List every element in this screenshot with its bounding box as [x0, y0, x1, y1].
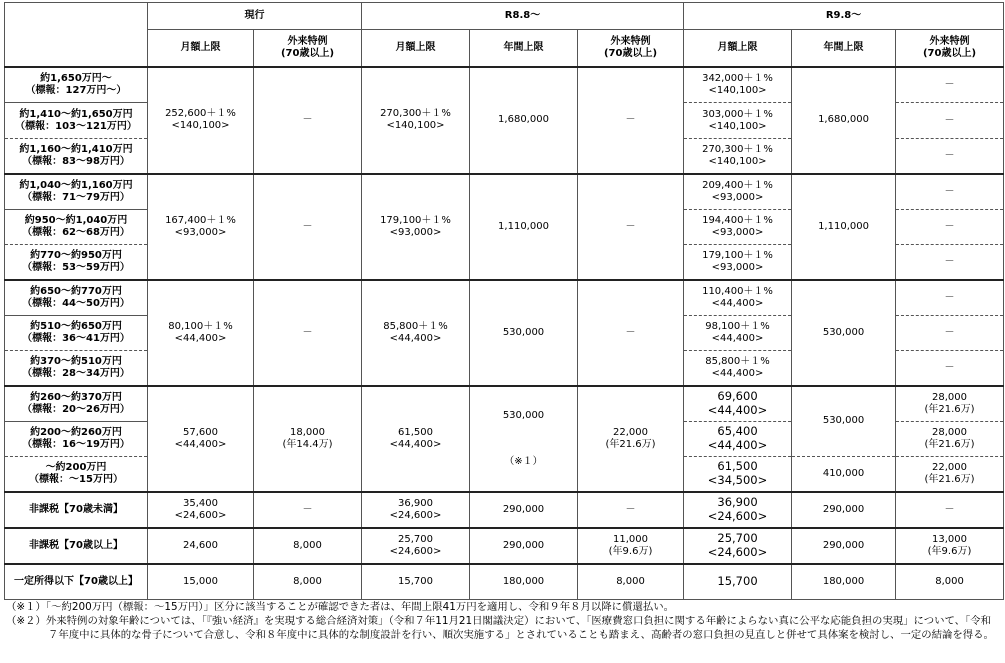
- cell-r9-monthly: 303,000＋１% <140,100>: [684, 103, 792, 139]
- cell-current-outpatient: 18,000 (年14.4万): [254, 386, 362, 492]
- cell-r9-outpatient: －: [896, 103, 1004, 139]
- cell-r8-outpatient: －: [578, 174, 684, 280]
- cell-r9-outpatient: －: [896, 67, 1004, 103]
- cell-r9-monthly: 15,700: [684, 564, 792, 600]
- cell-r9-outpatient: 28,000 (年21.6万): [896, 422, 1004, 457]
- cell-current-outpatient: －: [254, 492, 362, 528]
- cell-r8-outpatient: －: [578, 492, 684, 528]
- cell-r8-outpatient: 11,000 (年9.6万): [578, 528, 684, 564]
- header-r9-annual: 年間上限: [792, 30, 896, 67]
- cell-r9-monthly: 209,400＋１% <93,000>: [684, 174, 792, 210]
- cell-r9-annual: 530,000: [792, 280, 896, 386]
- header-r8-monthly: 月額上限: [362, 30, 470, 67]
- header-r9: R9.8～: [684, 3, 1004, 30]
- header-current-outpatient: 外来特例 (70歳以上): [254, 30, 362, 67]
- header-r8-annual: 年間上限: [470, 30, 578, 67]
- cell-current-monthly: 57,600 <44,400>: [148, 386, 254, 492]
- cell-r8-annual: 290,000: [470, 492, 578, 528]
- cell-r9-outpatient: 13,000 (年9.6万): [896, 528, 1004, 564]
- cell-r8-monthly: 179,100＋１% <93,000>: [362, 174, 470, 280]
- cell-r9-annual: 1,110,000: [792, 174, 896, 280]
- cell-r9-outpatient: －: [896, 492, 1004, 528]
- cell-current-outpatient: －: [254, 280, 362, 386]
- cell-r9-monthly: 179,100＋１% <93,000>: [684, 245, 792, 280]
- cell-current-outpatient: 8,000: [254, 564, 362, 600]
- cell-r9-monthly: 69,600 <44,400>: [684, 386, 792, 422]
- cell-current-monthly: 24,600: [148, 528, 254, 564]
- cell-r8-annual: 530,000: [470, 280, 578, 386]
- cell-r9-monthly: 36,900 <24,600>: [684, 492, 792, 528]
- cell-r9-outpatient: －: [896, 174, 1004, 210]
- cell-r9-outpatient: －: [896, 210, 1004, 245]
- row-label: 約1,040～約1,160万円 （標報：71～79万円）: [5, 174, 148, 210]
- cell-r8-annual: 290,000: [470, 528, 578, 564]
- footnote-1: （※１）「～約200万円（標報：～15万円）」区分に該当することが確認できた者は、年間上限41万円を適用し、令和９年８月以降に償還払い。: [6, 601, 675, 613]
- cell-current-outpatient: －: [254, 67, 362, 174]
- cell-r8-annual: 180,000: [470, 564, 578, 600]
- cell-r9-annual: 290,000: [792, 528, 896, 564]
- cell-r8-monthly: 270,300＋１% <140,100>: [362, 67, 470, 174]
- cell-r9-monthly: 25,700 <24,600>: [684, 528, 792, 564]
- cell-r9-monthly: 61,500 <34,500>: [684, 457, 792, 492]
- cell-r9-annual: 290,000: [792, 492, 896, 528]
- cell-r9-outpatient: －: [896, 351, 1004, 386]
- footnote-2: （※２）外来特例の対象年齢については、「『強い経済』を実現する総合経済対策」（令和７年11月21日閣議決定）において、「医療費窓口負担に関する年齢によらない真に公平な応能負担の実現」について、「令和７年度中に具体的な骨子について合意し、令和８年度中に具体的な制度設計を行い、順次実施する」とされていることも踏まえ、高齢者の窓口負担の見直しと併せて具体案を検討し、一定の結論を得る。: [6, 615, 994, 642]
- cell-r9-outpatient: －: [896, 280, 1004, 316]
- header-r9-monthly: 月額上限: [684, 30, 792, 67]
- row-label: ～約200万円 （標報：～15万円）: [5, 457, 148, 492]
- row-label: 約260～約370万円 （標報：20～26万円）: [5, 386, 148, 422]
- row-label: 約650～約770万円 （標報：44～50万円）: [5, 280, 148, 316]
- cell-r9-outpatient: 28,000 (年21.6万): [896, 386, 1004, 422]
- cell-r8-outpatient: －: [578, 67, 684, 174]
- cell-r9-outpatient: －: [896, 245, 1004, 280]
- cell-current-outpatient: 8,000: [254, 528, 362, 564]
- cell-r8-annual: 1,680,000: [470, 67, 578, 174]
- cell-r9-annual: 180,000: [792, 564, 896, 600]
- row-label: 約1,160～約1,410万円 （標報：83～98万円）: [5, 139, 148, 174]
- cell-r9-outpatient: 8,000: [896, 564, 1004, 600]
- cell-r9-monthly: 65,400 <44,400>: [684, 422, 792, 457]
- copayment-cap-table: [4, 2, 1004, 600]
- row-label: 約510～約650万円 （標報：36～41万円）: [5, 316, 148, 351]
- header-corner: [5, 3, 148, 67]
- cell-current-monthly: 80,100＋１% <44,400>: [148, 280, 254, 386]
- cell-r9-outpatient: －: [896, 316, 1004, 351]
- cell-r8-annual: [470, 386, 578, 492]
- cell-r8-annual: 1,110,000: [470, 174, 578, 280]
- row-label: 約200～約260万円 （標報：16～19万円）: [5, 422, 148, 457]
- row-label: 一定所得以下【70歳以上】: [5, 564, 148, 600]
- cell-r8-monthly: 25,700 <24,600>: [362, 528, 470, 564]
- cell-current-monthly: 167,400＋１% <93,000>: [148, 174, 254, 280]
- row-label: 約1,650万円～ （標報：127万円～）: [5, 67, 148, 103]
- header-r8-outpatient: 外来特例 (70歳以上): [578, 30, 684, 67]
- cell-r9-annual: 410,000: [792, 457, 896, 492]
- row-label: 約950～約1,040万円 （標報：62～68万円）: [5, 210, 148, 245]
- cell-r9-outpatient: －: [896, 139, 1004, 174]
- footnotes: [6, 600, 1001, 642]
- cell-r9-annual: 1,680,000: [792, 67, 896, 174]
- row-label: 非課税【70歳以上】: [5, 528, 148, 564]
- row-label: 非課税【70歳未満】: [5, 492, 148, 528]
- header-current: 現行: [148, 3, 362, 30]
- cell-current-outpatient: －: [254, 174, 362, 280]
- cell-current-monthly: 15,000: [148, 564, 254, 600]
- cell-r8-outpatient: －: [578, 280, 684, 386]
- cell-r9-monthly: 85,800＋１% <44,400>: [684, 351, 792, 386]
- header-r8: R8.8～: [362, 3, 684, 30]
- row-label: 約1,410～約1,650万円 （標報：103～121万円）: [5, 103, 148, 139]
- row-label: 約370～約510万円 （標報：28～34万円）: [5, 351, 148, 386]
- footnote-ref: （※１）: [504, 455, 543, 467]
- cell-r8-outpatient: 22,000 (年21.6万): [578, 386, 684, 492]
- cell-r8-monthly: 15,700: [362, 564, 470, 600]
- cell-r8-monthly: 85,800＋１% <44,400>: [362, 280, 470, 386]
- row-label: 約770～約950万円 （標報：53～59万円）: [5, 245, 148, 280]
- cell-r8-monthly: 36,900 <24,600>: [362, 492, 470, 528]
- r8-annual-value: 530,000: [502, 409, 545, 421]
- cell-r9-outpatient: 22,000 (年21.6万): [896, 457, 1004, 492]
- cell-r9-monthly: 270,300＋１% <140,100>: [684, 139, 792, 174]
- cell-current-monthly: 35,400 <24,600>: [148, 492, 254, 528]
- cell-current-monthly: 252,600＋１% <140,100>: [148, 67, 254, 174]
- cell-r9-monthly: 194,400＋１% <93,000>: [684, 210, 792, 245]
- cell-r8-monthly: 61,500 <44,400>: [362, 386, 470, 492]
- cell-r8-outpatient: 8,000: [578, 564, 684, 600]
- cell-r9-monthly: 110,400＋１% <44,400>: [684, 280, 792, 316]
- cell-r9-monthly: 342,000＋１% <140,100>: [684, 67, 792, 103]
- header-current-monthly: 月額上限: [148, 30, 254, 67]
- cell-r9-monthly: 98,100＋１% <44,400>: [684, 316, 792, 351]
- cell-r9-annual: 530,000: [792, 386, 896, 457]
- header-r9-outpatient: 外来特例 (70歳以上): [896, 30, 1004, 67]
